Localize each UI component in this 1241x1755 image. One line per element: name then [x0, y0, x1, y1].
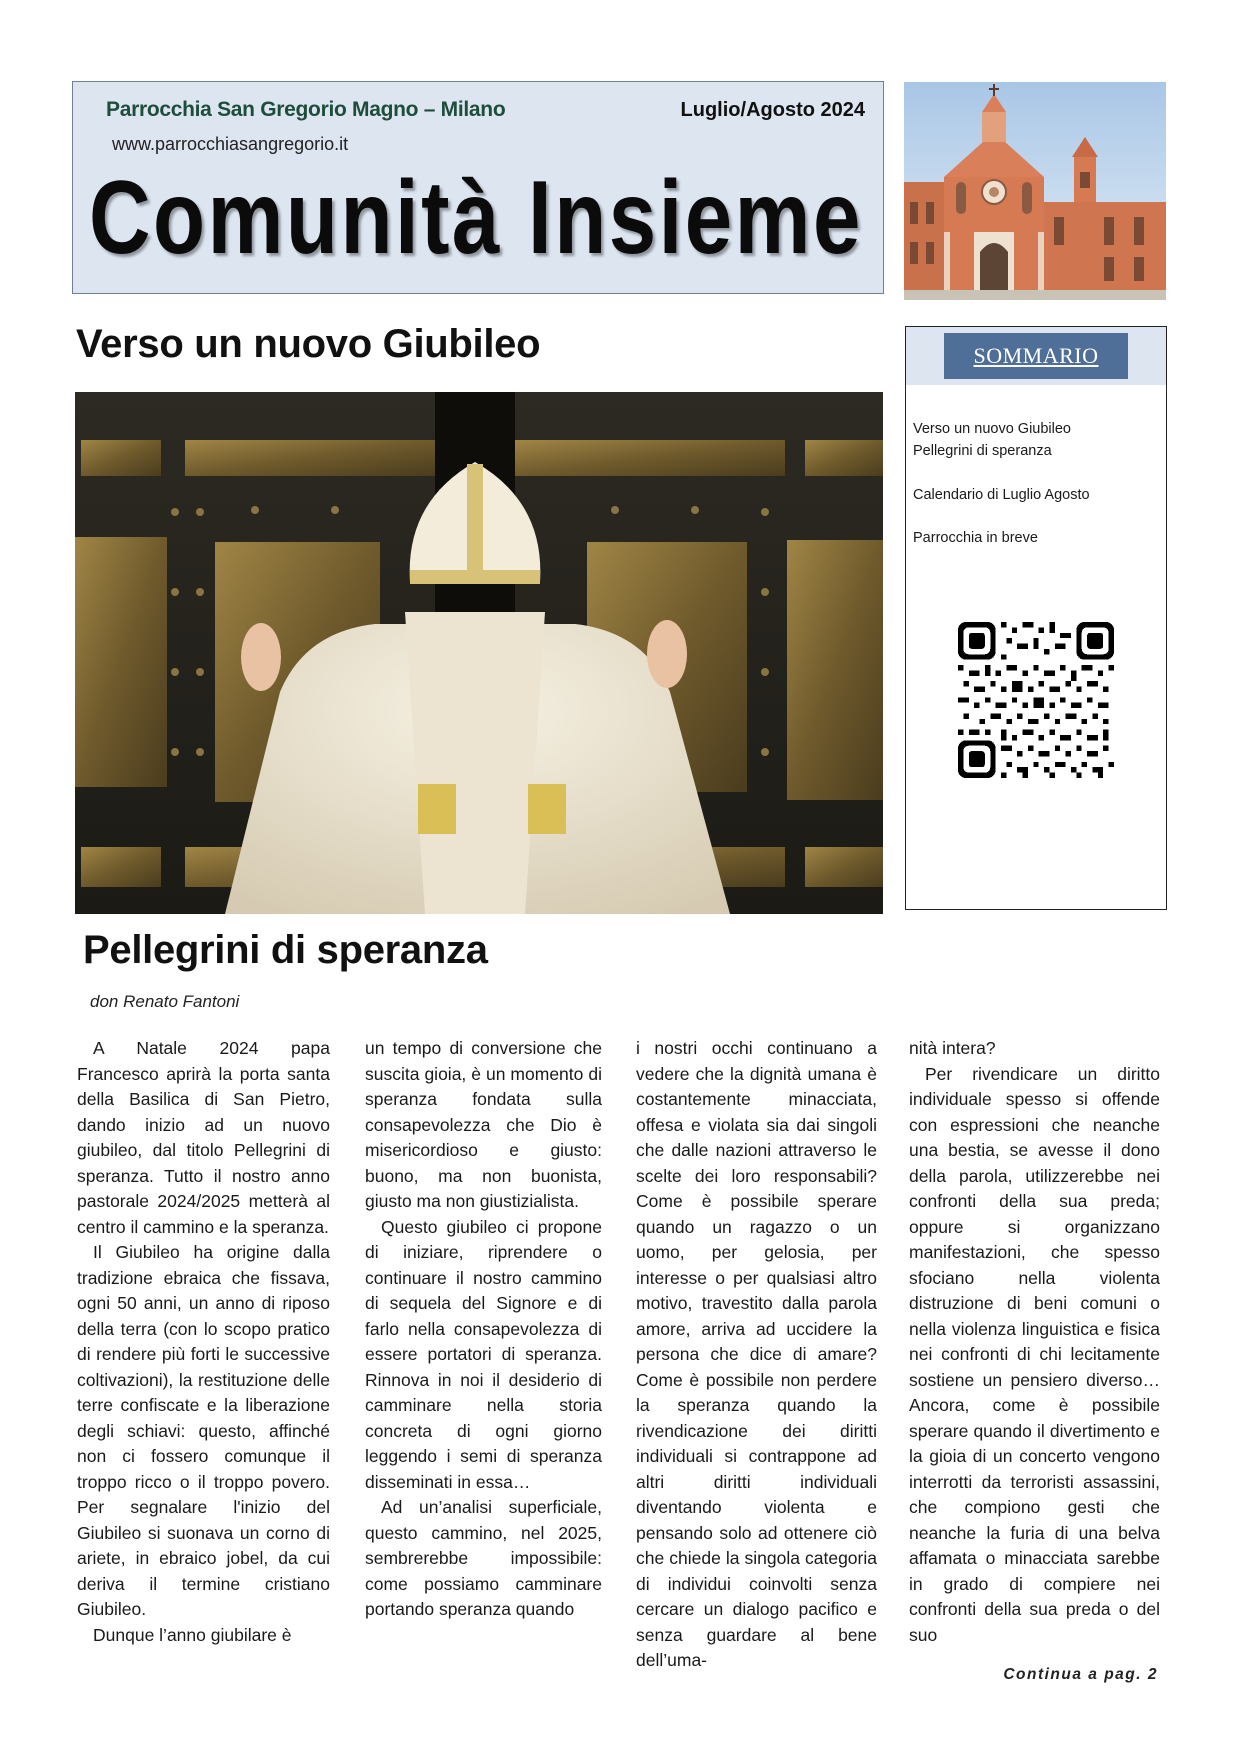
paragraph: Dunque l’anno giubilare è — [93, 1624, 292, 1645]
continue-note: Continua a pag. 2 — [1003, 1666, 1158, 1683]
qr-code[interactable] — [958, 622, 1114, 778]
toc-item[interactable]: Verso un nuovo Giubileo — [913, 421, 1071, 437]
masthead — [72, 81, 884, 294]
paragraph: Per rivendicare un diritto individuale spesso si offende con espressioni che neanche una bestia, se avesse il dono della parola, utilizzerebbe nei confronti della sua preda; oppure si organizzano manifestazioni, che spesso sfociano nella violenta distruzione di beni comuni o nella violenza linguistica e fisica nei confronti di chi lecitamente sostiene un pensiero diverso… Ancora, come è possibile sperare quando il divertimento e la gioia di un concerto vengono interrotti da terroristi assassini, che compiono gesti che neanche la furia di una belva affamata o minacciata sarebbe in grado di compiere nei confronti della sua preda o del suo — [909, 1063, 1160, 1645]
church-illustration — [904, 82, 1166, 300]
article-byline: don Renato Fantoni — [90, 992, 240, 1011]
pope-at-holy-door-photo — [75, 392, 883, 914]
toc-item[interactable]: Parrocchia in breve — [913, 530, 1038, 546]
toc-title: SOMMARIO — [944, 333, 1128, 379]
parish-name: Parrocchia San Gregorio Magno – Milano — [106, 98, 506, 121]
website-link[interactable]: www.parrocchiasangregorio.it — [112, 134, 349, 154]
issue-date: Luglio/Agosto 2024 — [680, 99, 865, 121]
toc-item[interactable]: Calendario di Luglio Agosto — [913, 487, 1090, 503]
lead-headline: Verso un nuovo Giubileo — [76, 322, 541, 366]
article-column-3 — [636, 1036, 877, 1674]
paragraph: A Natale 2024 papa Francesco aprirà la porta santa della Basilica di San Pietro, dando inizio ad un nuovo giubileo, dal titolo Pellegrini di speranza. Tutto il nostro anno pastorale 2024/2025 metterà al centro il cammino e la speranza. — [77, 1038, 330, 1237]
holy-door-scene — [75, 392, 883, 914]
paragraph: un tempo di conversione che suscita gioia, è un momento di speranza fondata sulla consapevolezza che Dio è misericordioso e giusto: buono, ma non buonista, giusto ma non giustizialista. — [365, 1038, 602, 1211]
newspaper-title: Comunità Insieme — [89, 160, 863, 276]
paragraph: Ad un’analisi superficiale, questo cammino, nel 2025, sembrerebbe impossibile: come possiamo camminare portando speranza quando — [365, 1497, 602, 1619]
paragraph: i nostri occhi continuano a vedere che la dignità umana è costantemente minacciata, offesa e violata sia dai singoli che dalle nazioni attraverso le scelte dei loro responsabili? Come è possibile sperare quando un ragazzo o un uomo, per gelosia, per interesse o per qualsiasi altro motivo, travestito dalla parola amore, arriva ad uccidere la persona che dice di amare? Come è possibile non perdere la speranza quando la rivendicazione dei diritti individuali si contrappone ad altri diritti individuali diventando violenta e pensando solo ad ottenere ciò che chiede la singola categoria di individui coinvolti senza cercare un dialogo pacifico e senza guardare al bene dell’uma- — [636, 1038, 877, 1670]
table-of-contents — [905, 326, 1167, 910]
toc-item[interactable]: Pellegrini di speranza — [913, 443, 1052, 459]
article-column-4 — [909, 1036, 1160, 1648]
article-column-1 — [77, 1036, 330, 1648]
article-headline: Pellegrini di speranza — [83, 928, 488, 972]
article-column-2 — [365, 1036, 602, 1623]
paragraph: Questo giubileo ci propone di iniziare, riprendere o continuare il nostro cammino di sequela del Signore e di farlo nella consapevolezza di essere portatori di speranza. Rinnova in noi il desiderio di camminare nella storia concreta di ogni giorno leggendo i semi di speranza disseminati in essa… — [365, 1216, 602, 1492]
paragraph: nità intera? — [909, 1038, 996, 1058]
paragraph: Il Giubileo ha origine dalla tradizione ebraica che fissava, ogni 50 anni, un anno di riposo della terra (con lo scopo pratico di rendere più forti le successive coltivazioni), la restituzione delle terre confiscate e la liberazione degli schiavi: questo, affinché non ci fossero comunque il troppo ricco o il troppo povero. Per segnalare l'inizio del Giubileo si suonava un corno di ariete, in ebraico jobel, da cui deriva il termine cristiano Giubileo. — [77, 1242, 330, 1619]
church-drawing — [904, 82, 1166, 300]
